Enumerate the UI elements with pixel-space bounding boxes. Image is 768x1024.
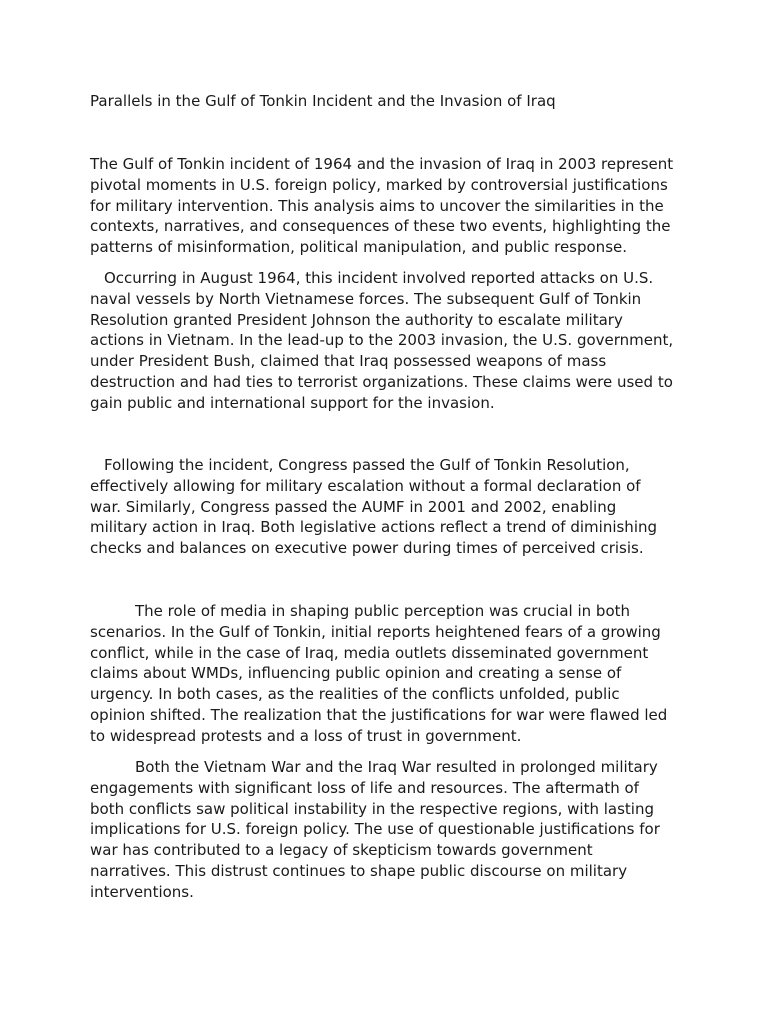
paragraph-consequences: [90, 757, 680, 903]
text-line: Resolution granted President Johnson the authority to escalate military: [90, 310, 623, 329]
text-line: pivotal moments in U.S. foreign policy, marked by controversial justifications: [90, 175, 668, 194]
text-line: military action in Iraq. Both legislative actions reflect a trend of diminishing: [90, 518, 658, 537]
text-line: under President Bush, claimed that Iraq possessed weapons of mass: [90, 352, 607, 371]
text-line: contexts, narratives, and consequences of these two events, highlighting the: [90, 217, 671, 236]
text-line: narratives. This distrust continues to shape public discourse on military: [90, 861, 628, 880]
text-line: engagements with significant loss of life and resources. The aftermath of: [90, 778, 639, 797]
text-line: Following the incident, Congress passed the Gulf of Tonkin Resolution,: [104, 456, 630, 474]
text-line: scenarios. In the Gulf of Tonkin, initial reports heightened fears of a growing: [90, 622, 661, 641]
text-line: war. Similarly, Congress passed the AUMF in 2001 and 2002, enabling: [90, 497, 617, 516]
text-line: actions in Vietnam. In the lead-up to the 2003 invasion, the U.S. government,: [90, 331, 674, 350]
text-line: war has contributed to a legacy of skepticism towards government: [90, 841, 593, 860]
paragraph-legislation: [90, 455, 680, 559]
text-line: Occurring in August 1964, this incident involved reported attacks on U.S.: [104, 269, 654, 287]
text-line: for military intervention. This analysis aims to uncover the similarities in the: [90, 196, 664, 215]
text-line: destruction and had ties to terrorist organizations. These claims were used to: [90, 372, 673, 391]
text-line: gain public and international support for the invasion.: [90, 393, 495, 412]
text-line: naval vessels by North Vietnamese forces. The subsequent Gulf of Tonkin: [90, 289, 642, 308]
document-title: Parallels in the Gulf of Tonkin Incident and the Invasion of Iraq: [90, 92, 556, 110]
paragraph-background: [90, 268, 680, 414]
paragraph-intro: [90, 154, 680, 258]
text-line: Both the Vietnam War and the Iraq War resulted in prolonged military: [135, 758, 658, 776]
text-line: both conflicts saw political instability in the respective regions, with lasting: [90, 799, 654, 818]
text-line: The Gulf of Tonkin incident of 1964 and the invasion of Iraq in 2003 represent: [90, 155, 674, 173]
text-line: conflict, while in the case of Iraq, media outlets disseminated government: [90, 643, 649, 662]
text-line: implications for U.S. foreign policy. The use of questionable justifications for: [90, 820, 660, 839]
paragraph-media: [90, 601, 680, 747]
text-line: to widespread protests and a loss of trust in government.: [90, 726, 522, 745]
text-line: patterns of misinformation, political manipulation, and public response.: [90, 238, 628, 257]
text-line: checks and balances on executive power during times of perceived crisis.: [90, 539, 644, 558]
text-line: urgency. In both cases, as the realities of the conflicts unfolded, public: [90, 685, 620, 704]
text-line: The role of media in shaping public perception was crucial in both: [135, 602, 631, 620]
text-line: effectively allowing for military escalation without a formal declaration of: [90, 476, 641, 495]
text-line: claims about WMDs, influencing public opinion and creating a sense of: [90, 664, 622, 683]
text-line: interventions.: [90, 882, 194, 901]
text-line: opinion shifted. The realization that the justifications for war were flawed led: [90, 705, 668, 724]
